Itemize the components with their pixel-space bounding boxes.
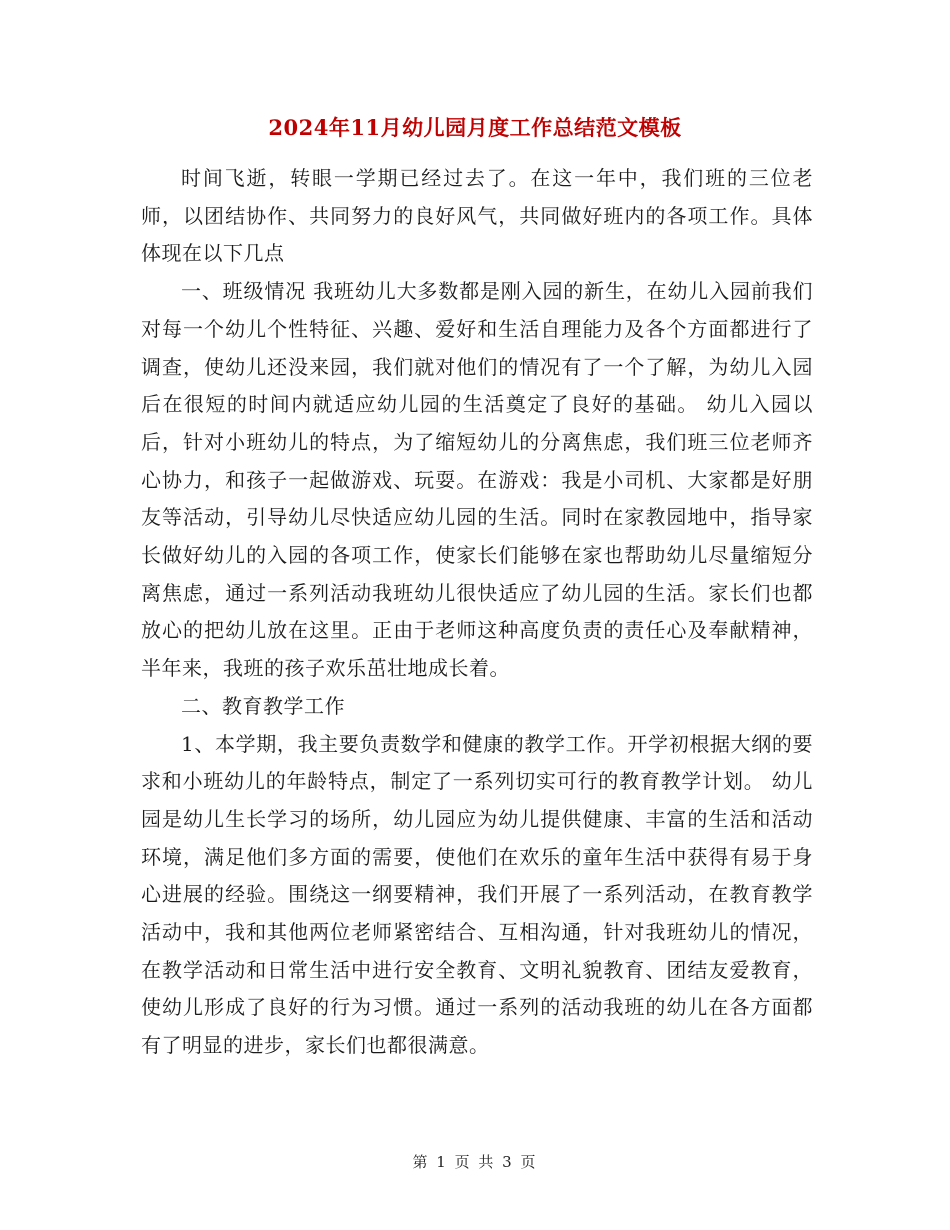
- heading-teaching-work: 二、教育教学工作: [181, 693, 345, 718]
- page-footer: [0, 1152, 950, 1172]
- page-number-label: 第 1 页 共 3 页: [412, 1153, 538, 1171]
- paragraph-teaching-work: 1、本学期，我主要负责数学和健康的教学工作。开学初根据大纲的要求和小班幼儿的年龄特点，制定了一系列切实可行的教育教学计划。 幼儿园是幼儿生长学习的场所，幼儿园应为幼儿提供健康、丰富的生活和活动环境，满足他们多方面的需要，使他们在欢乐的童年生活中获得有易于身心进展的经验。围绕这一纲要精神，我们开展了一系列活动，在教育教学活动中，我和其他两位老师紧密结合、互相沟通，针对我班幼儿的情况，在教学活动和日常生活中进行安全教育、文明礼貌教育、团结友爱教育，使幼儿形成了良好的行为习惯。通过一系列的活动我班的幼儿在各方面都有了明显的进步，家长们也都很满意。: [141, 731, 813, 1058]
- document-body: [141, 160, 813, 1065]
- paragraph-intro: 时间飞逝，转眼一学期已经过去了。在这一年中，我们班的三位老师，以团结协作、共同努力的良好风气，共同做好班内的各项工作。具体体现在以下几点: [141, 166, 813, 266]
- paragraph-class-situation: 一、班级情况 我班幼儿大多数都是刚入园的新生，在幼儿入园前我们对每一个幼儿个性特征、兴趣、爱好和生活自理能力及各个方面都进行了调查，使幼儿还没来园，我们就对他们的情况有了一个了解，为幼儿入园后在很短的时间内就适应幼儿园的生活奠定了良好的基础。 幼儿入园以后，针对小班幼儿的特点，为了缩短幼儿的分离焦虑，我们班三位老师齐心协力，和孩子一起做游戏、玩耍。在游戏：我是小司机、大家都是好朋友等活动，引导幼儿尽快适应幼儿园的生活。同时在家教园地中，指导家长做好幼儿的入园的各项工作，使家长们能够在家也帮助幼儿尽量缩短分离焦虑，通过一系列活动我班幼儿很快适应了幼儿园的生活。家长们也都放心的把幼儿放在这里。正由于老师这种高度负责的责任心及奉献精神，半年来，我班的孩子欢乐茁壮地成长着。: [141, 279, 813, 681]
- document-title: 2024年11月幼儿园月度工作总结范文模板: [268, 115, 682, 140]
